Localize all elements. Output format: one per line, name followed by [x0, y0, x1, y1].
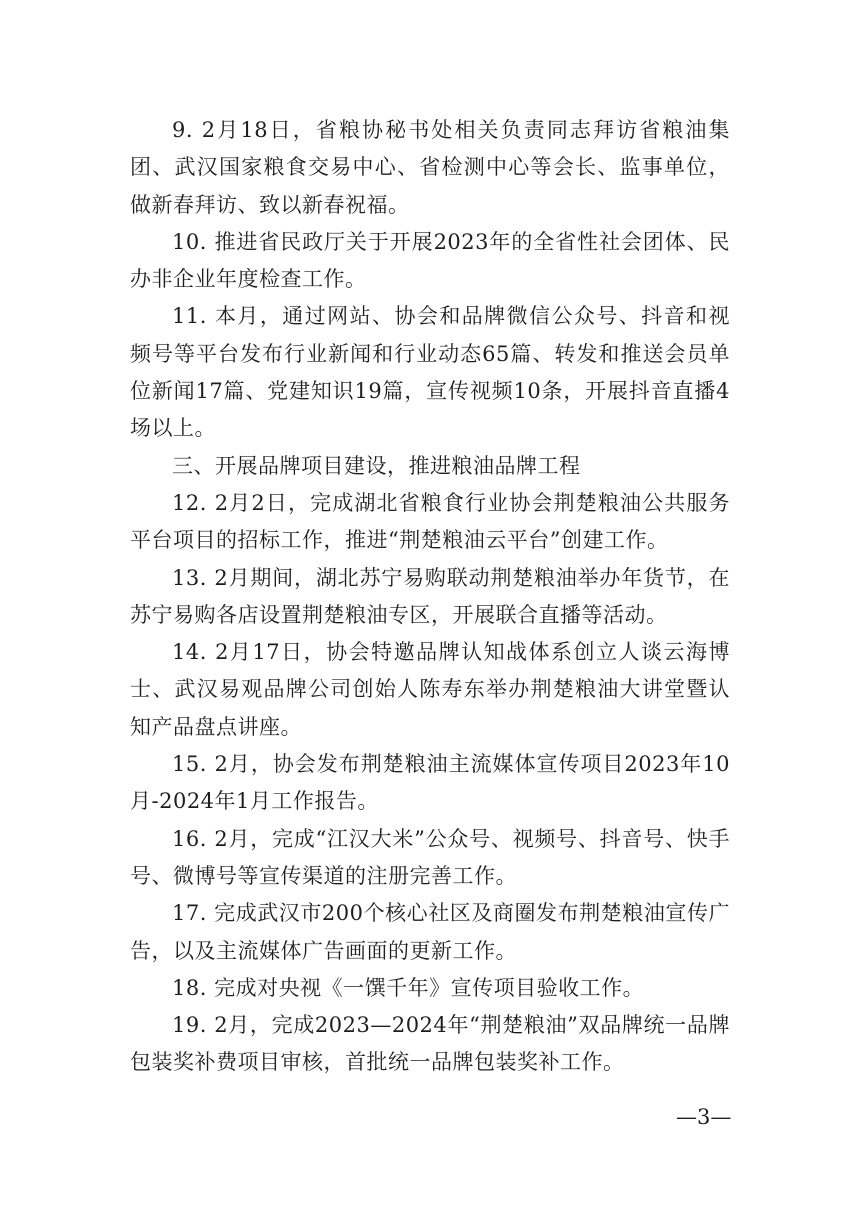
- page-number: —3—: [676, 1105, 732, 1129]
- paragraph-item-19: 19. 2月，完成2023—2024年“荆楚粮油”双品牌统一品牌包装奖补费项目审核，首批统一品牌包装奖补工作。: [130, 1013, 730, 1075]
- paragraph-item-9: 9. 2月18日，省粮协秘书处相关负责同志拜访省粮油集团、武汉国家粮食交易中心、省检测中心等会长、监事单位，做新春拜访、致以新春祝福。: [130, 118, 730, 217]
- section-heading-3: 三、开展品牌项目建设，推进粮油品牌工程: [172, 453, 581, 478]
- paragraph-item-12: 12. 2月2日，完成湖北省粮食行业协会荆楚粮油公共服务平台项目的招标工作，推进“荆楚粮油云平台”创建工作。: [130, 490, 730, 553]
- paragraph-item-14: 14. 2月17日，协会特邀品牌认知战体系创立人谈云海博士、武汉易观品牌公司创始人陈寿东举办荆楚粮油大讲堂暨认知产品盘点讲座。: [130, 640, 730, 739]
- paragraph-item-18: 18. 完成对央视《一馔千年》宣传项目验收工作。: [172, 975, 645, 1000]
- paragraph-item-13: 13. 2月期间，湖北苏宁易购联动荆楚粮油举办年货节，在苏宁易购各店设置荆楚粮油专区，开展联合直播等活动。: [130, 565, 730, 627]
- paragraph-item-11: 11. 本月，通过网站、协会和品牌微信公众号、抖音和视频号等平台发布行业新闻和行业动态65篇、转发和推送会员单位新闻17篇、党建知识19篇，宣传视频10条，开展抖音直播4场以上。: [130, 304, 730, 441]
- paragraph-item-16: 16. 2月，完成“江汉大米”公众号、视频号、抖音号、快手号、微博号等宣传渠道的注册完善工作。: [130, 826, 730, 888]
- document-body: [130, 112, 730, 1082]
- paragraph-item-17: 17. 完成武汉市200个核心社区及商圈发布荆楚粮油宣传广告，以及主流媒体广告画面的更新工作。: [130, 901, 730, 963]
- paragraph-item-15: 15. 2月，协会发布荆楚粮油主流媒体宣传项目2023年10月-2024年1月工作报告。: [130, 752, 730, 814]
- paragraph-item-10: 10. 推进省民政厅关于开展2023年的全省性社会团体、民办非企业年度检查工作。: [130, 229, 730, 292]
